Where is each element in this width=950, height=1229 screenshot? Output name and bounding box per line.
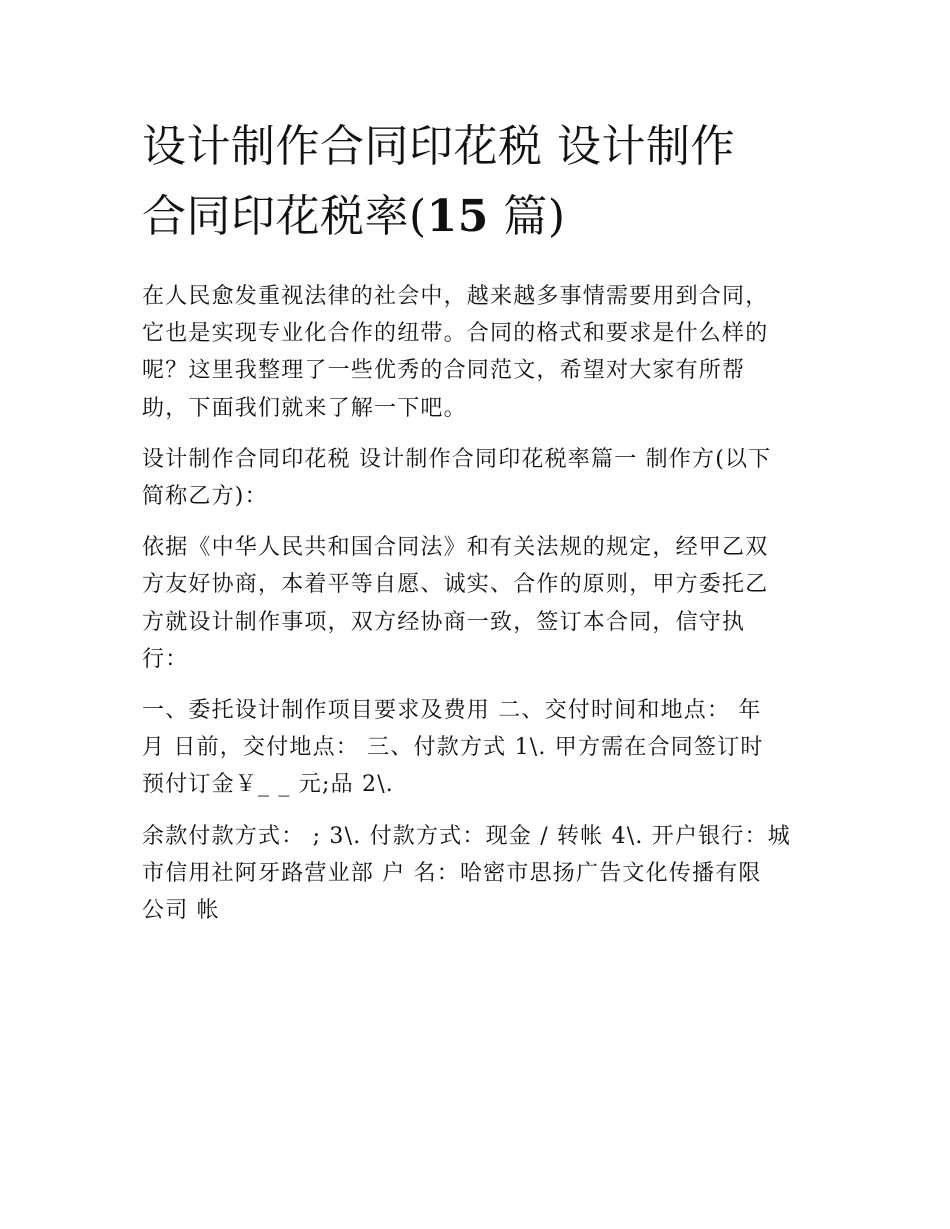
text-line: 余款付款方式： ; 3\. 付款方式：现金 / 转帐 4\. 开户银行：城: [142, 823, 791, 849]
section-heading-paragraph: [142, 441, 814, 515]
paragraph-gap: [142, 804, 814, 818]
legal-basis-paragraph: [142, 529, 814, 678]
paragraph-gap: [142, 515, 814, 529]
text-line: 设计制作合同印花税 设计制作合同印花税率篇一 制作方(以下: [142, 446, 772, 472]
title-line-2-number: 15: [426, 191, 489, 242]
paragraph-gap: [142, 678, 814, 692]
text-line: 方就设计制作事项，双方经协商一致，签订本合同，信守执: [142, 609, 746, 635]
document-title: [142, 112, 814, 252]
title-line-2-prefix: 合同印花税率(: [142, 191, 427, 242]
document-body: [142, 112, 814, 929]
text-line: 助，下面我们就来了解一下吧。: [142, 395, 467, 421]
text-line: 市信用社阿牙路营业部 户 名：哈密市思扬广告文化传播有限: [142, 860, 762, 886]
text-line: 月 日前，交付地点： 三、付款方式 1\. 甲方需在合同签订时: [142, 735, 764, 761]
title-line-2-suffix: 篇): [488, 191, 566, 242]
text-line: 呢？这里我整理了一些优秀的合同范文，希望对大家有所帮: [142, 358, 746, 384]
terms-paragraph: [142, 692, 814, 804]
text-line: 它也是实现专业化合作的纽带。合同的格式和要求是什么样的: [142, 321, 769, 347]
paragraph-gap: [142, 427, 814, 441]
text-line: 预付订金￥_ _ 元;品 2\.: [142, 772, 394, 798]
intro-paragraph: [142, 278, 814, 427]
text-line: 一、委托设计制作项目要求及费用 二、交付时间和地点： 年: [142, 698, 762, 724]
title-spacer: [142, 252, 814, 278]
text-line: 公司 帐: [142, 898, 220, 924]
title-line-1: 设计制作合同印花税 设计制作: [142, 121, 735, 172]
text-line: 依据《中华人民共和国合同法》和有关法规的规定，经甲乙双: [142, 535, 769, 561]
text-line: 行：: [142, 646, 189, 672]
text-line: 简称乙方)：: [142, 484, 268, 510]
payment-paragraph: [142, 818, 814, 930]
text-line: 方友好协商，本着平等自愿、诚实、合作的原则，甲方委托乙: [142, 572, 769, 598]
text-line: 在人民愈发重视法律的社会中，越来越多事情需要用到合同，: [142, 284, 769, 309]
